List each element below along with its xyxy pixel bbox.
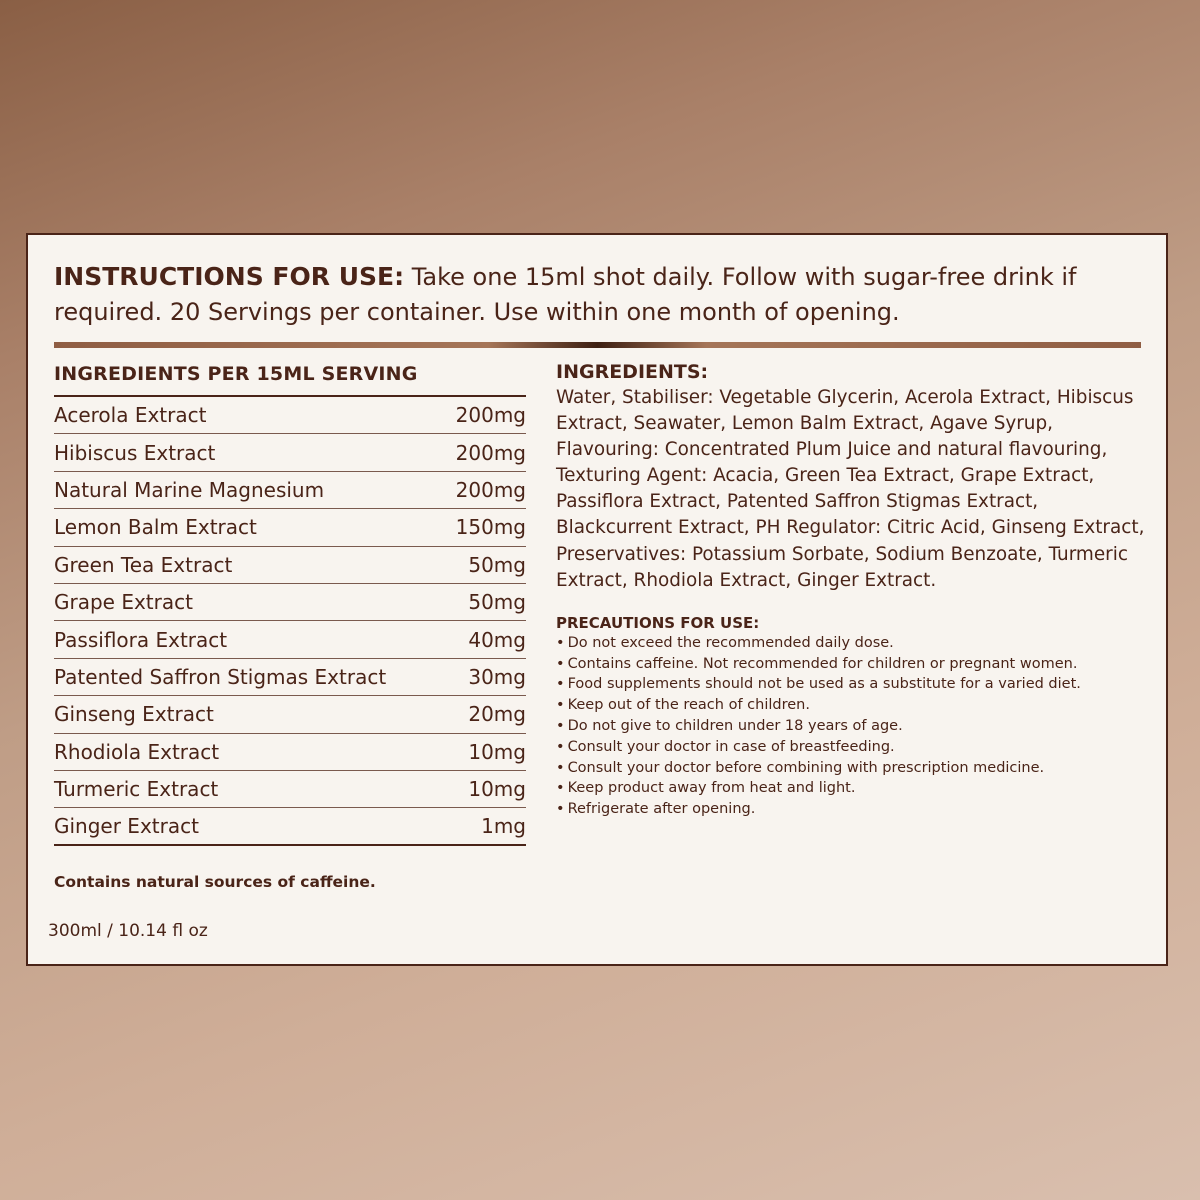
bullet-icon: • bbox=[556, 738, 565, 755]
table-row bbox=[54, 696, 526, 733]
instructions-heading: INSTRUCTIONS FOR USE: bbox=[54, 262, 405, 291]
divider-bar bbox=[54, 342, 1141, 348]
product-label bbox=[26, 233, 1168, 966]
precaution-text: Do not exceed the recommended daily dose. bbox=[567, 634, 894, 651]
precaution-text: Contains caffeine. Not recommended for children or pregnant women. bbox=[567, 655, 1078, 672]
precaution-text: Refrigerate after opening. bbox=[567, 801, 756, 818]
ingredient-name: Ginger Extract bbox=[54, 813, 199, 838]
ingredient-name: Natural Marine Magnesium bbox=[54, 477, 325, 502]
list-item bbox=[556, 778, 1146, 799]
ingredient-amount: 50mg bbox=[468, 552, 526, 577]
table-row bbox=[54, 808, 526, 845]
instructions-for-use bbox=[54, 259, 1124, 330]
list-item bbox=[556, 758, 1146, 779]
list-item bbox=[556, 799, 1146, 820]
ingredient-amount: 200mg bbox=[455, 477, 526, 502]
volume-label: 300ml / 10.14 fl oz bbox=[48, 921, 208, 941]
precaution-text: Keep product away from heat and light. bbox=[567, 780, 856, 797]
ingredients-heading: INGREDIENTS: bbox=[556, 361, 709, 383]
ingredient-name: Acerola Extract bbox=[54, 403, 207, 428]
ingredient-name: Passiflora Extract bbox=[54, 627, 228, 652]
bullet-icon: • bbox=[556, 717, 565, 734]
precaution-text: Food supplements should not be used as a substitute for a varied diet. bbox=[567, 676, 1081, 693]
bullet-icon: • bbox=[556, 697, 565, 714]
ingredient-amount: 30mg bbox=[468, 664, 526, 689]
list-item bbox=[556, 674, 1146, 695]
precaution-text: Do not give to children under 18 years of age. bbox=[567, 717, 903, 734]
bullet-icon: • bbox=[556, 655, 565, 672]
serving-table-body bbox=[54, 397, 526, 846]
ingredient-amount: 20mg bbox=[468, 702, 526, 727]
ingredient-name: Lemon Balm Extract bbox=[54, 515, 257, 540]
ingredient-amount: 150mg bbox=[455, 515, 526, 540]
bullet-icon: • bbox=[556, 676, 565, 693]
ingredients-section bbox=[556, 359, 1146, 820]
ingredient-amount: 40mg bbox=[468, 627, 526, 652]
list-item bbox=[556, 654, 1146, 675]
bullet-icon: • bbox=[556, 634, 565, 651]
ingredient-name: Green Tea Extract bbox=[54, 552, 233, 577]
precaution-text: Keep out of the reach of children. bbox=[567, 697, 810, 714]
ingredient-name: Turmeric Extract bbox=[54, 777, 219, 802]
list-item bbox=[556, 695, 1146, 716]
ingredient-name: Hibiscus Extract bbox=[54, 440, 216, 465]
precautions-heading: PRECAUTIONS FOR USE: bbox=[556, 613, 760, 632]
ingredient-amount: 50mg bbox=[468, 590, 526, 615]
ingredient-amount: 1mg bbox=[481, 813, 526, 838]
list-item bbox=[556, 737, 1146, 758]
serving-table-heading: INGREDIENTS PER 15ML SERVING bbox=[54, 361, 526, 397]
serving-table bbox=[54, 361, 526, 846]
table-row bbox=[54, 472, 526, 509]
bullet-icon: • bbox=[556, 801, 565, 818]
ingredient-name: Grape Extract bbox=[54, 590, 193, 615]
instructions-text: Take one 15ml shot daily. Follow with sugar-free drink if required. 20 Servings per container. Use within one month of opening. bbox=[54, 263, 1077, 326]
caffeine-note: Contains natural sources of caffeine. bbox=[54, 873, 376, 891]
ingredient-name: Patented Saffron Stigmas Extract bbox=[54, 664, 387, 689]
table-row bbox=[54, 734, 526, 771]
table-row bbox=[54, 584, 526, 621]
ingredients-list: Water, Stabiliser: Vegetable Glycerin, Acerola Extract, Hibiscus Extract, Seawater, Lemon Balm Extract, Agave Syrup, Flavouring: Concentrated Plum Juice and natural flavouring, Texturing Agent: Acacia, Green Tea Extract, Grape Extract, Passiflora Extract, Patented Saffron Stigmas Extract, Blackcurrent Extract, PH Regulator: Citric Acid, Ginseng Extract, Preservatives: Potassium Sorbate, Sodium Benzoate, Turmeric Extract, Rhodiola Extract, Ginger Extract. bbox=[556, 387, 1145, 591]
bullet-icon: • bbox=[556, 759, 565, 776]
list-item bbox=[556, 716, 1146, 737]
table-row bbox=[54, 509, 526, 546]
precaution-text: Consult your doctor before combining with prescription medicine. bbox=[567, 759, 1045, 776]
table-row bbox=[54, 547, 526, 584]
table-row bbox=[54, 434, 526, 471]
ingredient-name: Rhodiola Extract bbox=[54, 739, 220, 764]
table-row bbox=[54, 771, 526, 808]
list-item bbox=[556, 633, 1146, 654]
ingredient-amount: 10mg bbox=[468, 777, 526, 802]
precaution-text: Consult your doctor in case of breastfeeding. bbox=[567, 738, 895, 755]
table-row bbox=[54, 397, 526, 434]
ingredient-name: Ginseng Extract bbox=[54, 702, 214, 727]
bullet-icon: • bbox=[556, 780, 565, 797]
table-row bbox=[54, 621, 526, 658]
table-row bbox=[54, 659, 526, 696]
ingredient-amount: 10mg bbox=[468, 739, 526, 764]
ingredient-amount: 200mg bbox=[455, 440, 526, 465]
ingredient-amount: 200mg bbox=[455, 403, 526, 428]
precautions-list bbox=[556, 633, 1146, 820]
